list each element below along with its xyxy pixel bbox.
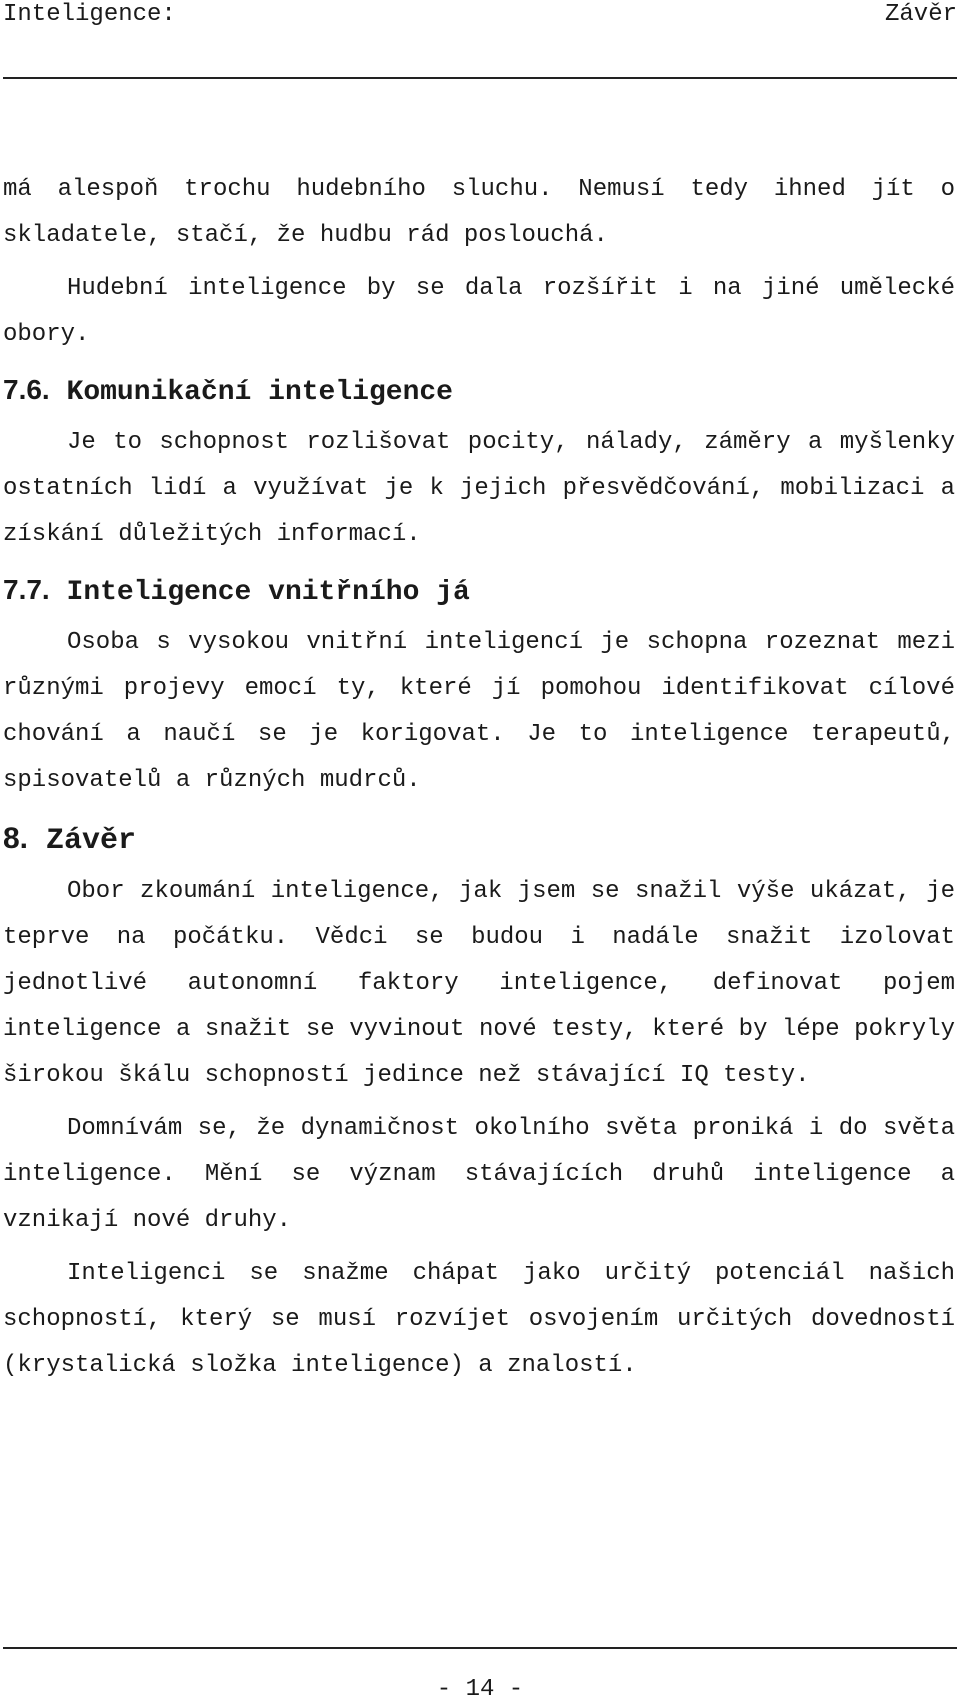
- heading-7-6: [3, 365, 955, 418]
- paragraph-8-3: Inteligenci se snažme chápat jako určitý potenciál našich schopností, který se musí rozvíjet osvojením určitých dovedností (krystalická složka inteligence) a znalostí.: [3, 1260, 955, 1379]
- paragraph-music-extend: Hudební inteligence by se dala rozšířit i na jiné umělecké obory.: [3, 275, 955, 348]
- footer-divider: [3, 1647, 957, 1649]
- header-divider: [3, 77, 957, 79]
- heading-7-7-number: 7.7.: [3, 574, 50, 605]
- paragraph-7-7: Osoba s vysokou vnitřní inteligencí je schopna rozeznat mezi různými projevy emocí ty, které jí pomohou identifikovat cílové chování a naučí se je korigovat. Je to inteligence terapeutů, spisovatelů a různých mudrců.: [3, 629, 955, 794]
- header-section: Závěr: [884, 1, 957, 28]
- heading-8: [3, 811, 955, 869]
- heading-7-6-title: Komunikační inteligence: [66, 377, 453, 408]
- heading-7-7: [3, 565, 955, 618]
- page-header: [3, 0, 957, 40]
- page-number: - 14 -: [436, 1676, 524, 1703]
- paragraph-8-1: Obor zkoumání inteligence, jak jsem se snažil výše ukázat, je teprve na počátku. Vědci se budou i nadále snažit izolovat jednotlivé autonomní faktory inteligence, definovat pojem inteligence a snažit se vyvinout nové testy, které by lépe pokryly širokou škálu schopností jedince než stávající IQ testy.: [3, 878, 955, 1089]
- heading-8-number: 8.: [3, 822, 29, 855]
- header-chapter: Inteligence:: [3, 1, 176, 28]
- paragraph-8-2: Domnívám se, že dynamičnost okolního světa proniká i do světa inteligence. Mění se význam stávajících druhů inteligence a vznikají nové druhy.: [3, 1115, 955, 1234]
- heading-8-title: Závěr: [46, 824, 137, 858]
- paragraph-7-6: Je to schopnost rozlišovat pocity, nálady, záměry a myšlenky ostatních lidí a využívat je k jejich přesvědčování, mobilizaci a získání důležitých informací.: [3, 429, 955, 548]
- page-content: [3, 167, 955, 1396]
- heading-7-6-number: 7.6.: [3, 374, 50, 405]
- heading-7-7-title: Inteligence vnitřního já: [66, 577, 470, 608]
- paragraph-continued: má alespoň trochu hudebního sluchu. Nemusí tedy ihned jít o skladatele, stačí, že hudbu rád poslouchá.: [3, 176, 955, 249]
